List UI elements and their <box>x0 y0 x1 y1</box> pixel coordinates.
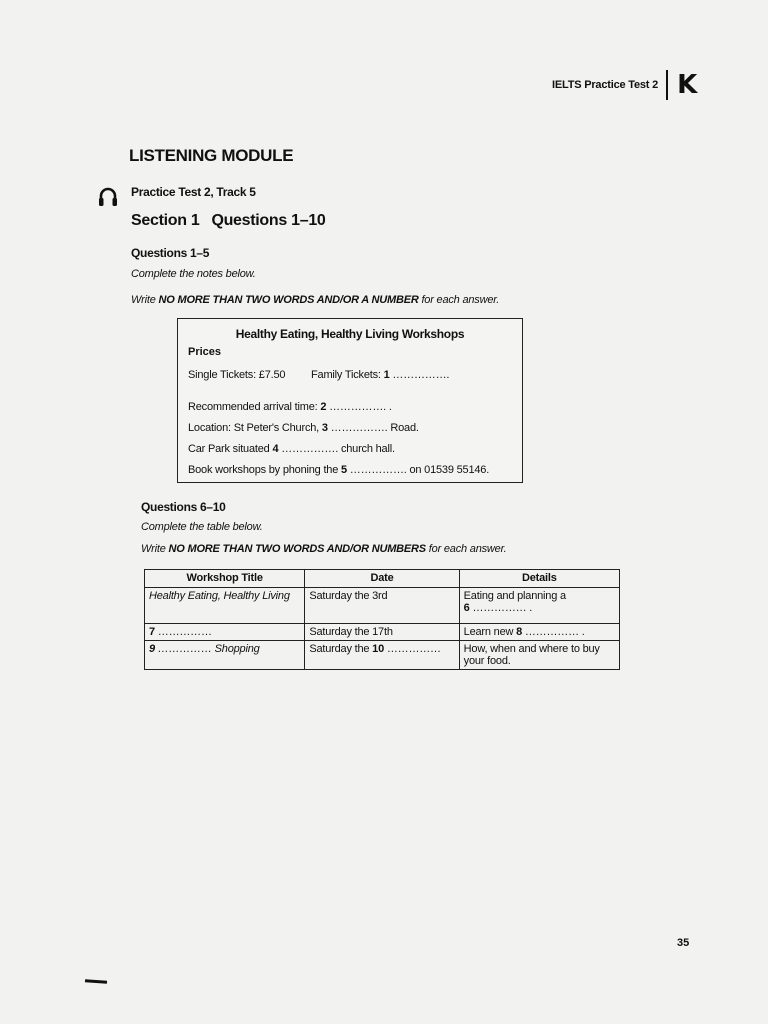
header-letter: K <box>677 70 698 100</box>
questions-1-5-rule: Write NO MORE THAN TWO WORDS AND/OR A NUMBER for each answer. <box>131 294 500 306</box>
notes-box <box>177 318 523 483</box>
section-questions: Questions 1–10 <box>211 212 326 229</box>
header-title: IELTS Practice Test 2 <box>552 79 659 91</box>
notes-single-tickets: Single Tickets: £7.50 Family Tickets: 1 ……………. <box>188 369 450 381</box>
module-title: LISTENING MODULE <box>129 146 294 165</box>
header-divider <box>666 70 668 100</box>
questions-6-10-instruction: Complete the table below. <box>141 521 263 533</box>
column-header-details: Details <box>459 570 619 588</box>
table-cell-title: Healthy Eating, Healthy Living <box>145 588 305 624</box>
notes-arrival-time: Recommended arrival time: 2 ……………. . <box>188 401 392 413</box>
table-cell-title: 9 …………… Shopping <box>145 641 305 670</box>
questions-6-10-heading: Questions 6–10 <box>141 500 226 514</box>
table-cell-date: Saturday the 3rd <box>305 588 459 624</box>
questions-6-10-rule: Write NO MORE THAN TWO WORDS AND/OR NUMBERS for each answer. <box>141 543 507 555</box>
notes-location: Location: St Peter's Church, 3 ……………. Road. <box>188 422 419 434</box>
track-label: Practice Test 2, Track 5 <box>131 185 256 199</box>
column-header-workshop-title: Workshop Title <box>145 570 305 588</box>
table-cell-title: 7 …………… <box>145 624 305 641</box>
table-cell-date: Saturday the 10 …………… <box>305 641 459 670</box>
questions-1-5-heading: Questions 1–5 <box>131 246 210 260</box>
table-cell-date: Saturday the 17th <box>305 624 459 641</box>
headphones-icon <box>97 186 119 208</box>
table-header-row <box>145 570 620 588</box>
scan-mark <box>85 979 107 984</box>
table-cell-details: Learn new 8 …………… . <box>459 624 619 641</box>
column-header-date: Date <box>305 570 459 588</box>
section-heading <box>131 212 326 230</box>
table-row <box>145 624 620 641</box>
page-header <box>552 70 697 100</box>
section-label: Section 1 <box>131 212 200 229</box>
notes-car-park: Car Park situated 4 ……………. church hall. <box>188 443 395 455</box>
table-cell-details: Eating and planning a 6 …………… . <box>459 588 619 624</box>
workshop-table <box>144 569 620 670</box>
table-row <box>145 641 620 670</box>
notes-booking: Book workshops by phoning the 5 ……………. on 01539 55146. <box>188 464 490 476</box>
table-cell-details: How, when and where to buy your food. <box>459 641 619 670</box>
questions-1-5-instruction: Complete the notes below. <box>131 268 256 280</box>
page-number: 35 <box>677 937 690 949</box>
notes-subheading: Prices <box>188 346 222 358</box>
table-row <box>145 588 620 624</box>
notes-title: Healthy Eating, Healthy Living Workshops <box>235 327 465 341</box>
